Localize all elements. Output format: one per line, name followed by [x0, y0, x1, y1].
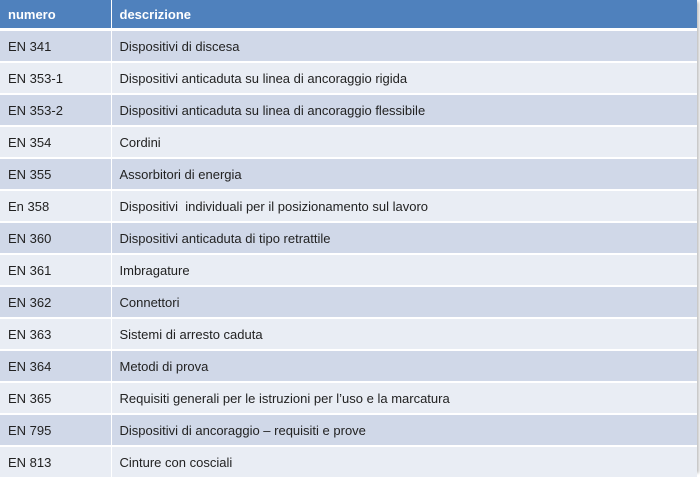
cell-descrizione: Dispositivi anticaduta di tipo retrattile	[111, 222, 697, 254]
cell-numero: EN 364	[0, 350, 111, 382]
header-row	[0, 0, 697, 30]
cell-numero: EN 353-1	[0, 62, 111, 94]
cell-numero: EN 341	[0, 30, 111, 63]
cell-numero: EN 813	[0, 446, 111, 478]
cell-descrizione: Dispositivi di ancoraggio – requisiti e prove	[111, 414, 697, 446]
cell-numero: EN 361	[0, 254, 111, 286]
table-row	[0, 158, 697, 190]
cell-descrizione: Dispositivi anticaduta su linea di ancoraggio flessibile	[111, 94, 697, 126]
cell-numero: En 358	[0, 190, 111, 222]
cell-descrizione: Cordini	[111, 126, 697, 158]
cell-numero: EN 362	[0, 286, 111, 318]
cell-descrizione: Dispositivi di discesa	[111, 30, 697, 63]
table-body	[0, 30, 697, 479]
cell-descrizione: Connettori	[111, 286, 697, 318]
cell-numero: EN 363	[0, 318, 111, 350]
cell-descrizione: Imbragature	[111, 254, 697, 286]
table-row	[0, 254, 697, 286]
cell-numero: EN 795	[0, 414, 111, 446]
table-row	[0, 94, 697, 126]
cell-numero: EN 355	[0, 158, 111, 190]
cell-descrizione: Dispositivi individuali per il posizionamento sul lavoro	[111, 190, 697, 222]
table-row	[0, 414, 697, 446]
table-row	[0, 350, 697, 382]
cell-descrizione: Cinture con cosciali	[111, 446, 697, 478]
cell-descrizione: Assorbitori di energia	[111, 158, 697, 190]
cell-numero: EN 353-2	[0, 94, 111, 126]
column-header-numero: numero	[0, 0, 111, 30]
table-row	[0, 30, 697, 63]
cell-numero: EN 354	[0, 126, 111, 158]
column-header-descrizione: descrizione	[111, 0, 697, 30]
cell-numero: EN 365	[0, 382, 111, 414]
table-row	[0, 318, 697, 350]
table-row	[0, 446, 697, 478]
cell-descrizione: Dispositivi anticaduta su linea di ancoraggio rigida	[111, 62, 697, 94]
table-header	[0, 0, 697, 30]
cell-descrizione: Sistemi di arresto caduta	[111, 318, 697, 350]
cell-descrizione: Metodi di prova	[111, 350, 697, 382]
table-row	[0, 190, 697, 222]
table-row	[0, 62, 697, 94]
cell-descrizione: Requisiti generali per le istruzioni per l’uso e la marcatura	[111, 382, 697, 414]
table-row	[0, 382, 697, 414]
table-row	[0, 286, 697, 318]
cell-numero: EN 360	[0, 222, 111, 254]
table-row	[0, 126, 697, 158]
table-row	[0, 222, 697, 254]
